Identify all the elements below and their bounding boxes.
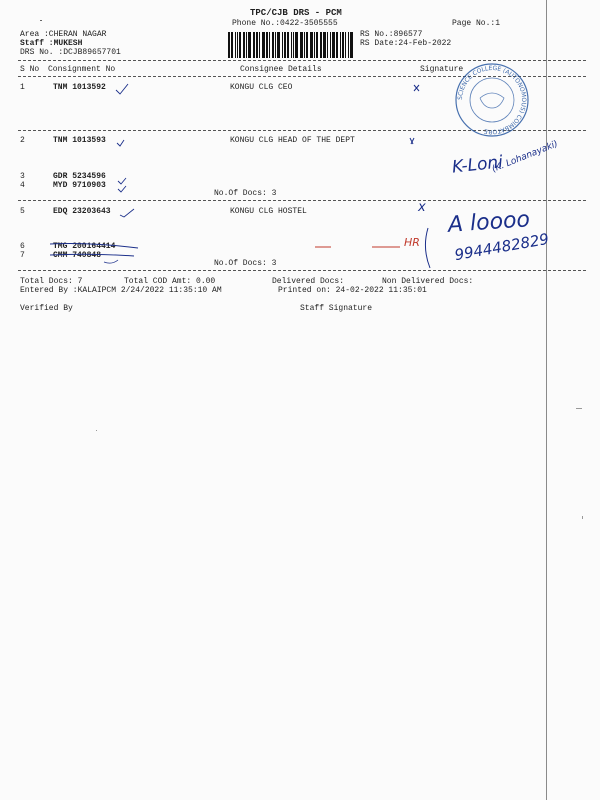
rs-date: RS Date:24-Feb-2022 — [360, 39, 452, 48]
row-1-consignment: TNM 1013592 — [53, 83, 106, 92]
staff-label: Staff :MUKESH — [20, 39, 83, 48]
report-title: TPC/CJB DRS - PCM — [250, 8, 342, 18]
area-label: Area :CHERAN NAGAR — [20, 30, 107, 39]
scan-speck — [96, 430, 97, 431]
printed-on: Printed on: 24-02-2022 11:35:01 — [278, 286, 427, 295]
page-number: Page No.:1 — [452, 19, 501, 28]
row-4-sno: 4 — [20, 181, 25, 190]
row-2-consignee: KONGU CLG HEAD OF THE DEPT — [230, 136, 355, 145]
row-1-consignee: KONGU CLG CEO — [230, 83, 293, 92]
handwritten-signature: A loooo — [447, 207, 531, 238]
row-6-sno: 6 — [20, 242, 25, 251]
group-total-2: No.Of Docs: 3 — [214, 259, 277, 268]
scan-speck — [576, 408, 582, 409]
row-6-consignment: TMG 200164414 — [53, 242, 116, 251]
handwritten-hr-mark: HR — [404, 236, 420, 249]
delivered-docs: Delivered Docs: — [272, 277, 345, 286]
row-2-sno: 2 — [20, 136, 25, 145]
col-header-consignment: Consignment No — [48, 65, 116, 74]
drs-number: DRS No. :DCJB89657701 — [20, 48, 121, 57]
row-5-sno: 5 — [20, 207, 25, 216]
entered-by: Entered By :KALAIPCM 2/24/2022 11:35:10 AM — [20, 286, 222, 295]
row-1-sno: 1 — [20, 83, 25, 92]
staff-signature: Staff Signature — [300, 304, 373, 313]
row-7-sno: 7 — [20, 251, 25, 260]
row-4-consignment: MYD 9710903 — [53, 181, 106, 190]
svg-text:SCIENCE COLLEGE (AUTONOMOUS) C: SCIENCE COLLEGE (AUTONOMOUS) COIMBATORE — [456, 64, 528, 136]
group-total-1: No.Of Docs: 3 — [214, 189, 277, 198]
col-header-consignee: Consignee Details — [240, 65, 322, 74]
row-5-consignment: EDQ 23203643 — [53, 207, 111, 216]
row-2-consignment: TNM 1013593 — [53, 136, 106, 145]
row-3-sno: 3 — [20, 172, 25, 181]
scan-speck — [582, 516, 583, 519]
handwritten-name: K-Loni — [451, 152, 504, 178]
college-stamp — [452, 60, 532, 140]
total-cod-amount: Total COD Amt: 0.00 — [124, 277, 216, 286]
handwritten-full-name: (K. Lohanayaki) — [490, 139, 560, 175]
total-docs: Total Docs: 7 — [20, 277, 83, 286]
col-header-sno: S No — [20, 65, 40, 74]
row-7-consignment: CMM 740848 — [53, 251, 102, 260]
verified-by: Verified By — [20, 304, 73, 313]
scan-speck — [40, 20, 42, 21]
rs-number: RS No.:896577 — [360, 30, 423, 39]
handwritten-tick: x — [418, 200, 426, 215]
col-header-signature: Signature — [420, 65, 464, 74]
phone-number: Phone No.:0422-3505555 — [232, 19, 338, 28]
row-5-consignee: KONGU CLG HOSTEL — [230, 207, 307, 216]
row-3-consignment: GDR 5234596 — [53, 172, 106, 181]
non-delivered-docs: Non Delivered Docs: — [382, 277, 474, 286]
handwritten-phone: 9944482829 — [453, 229, 551, 265]
